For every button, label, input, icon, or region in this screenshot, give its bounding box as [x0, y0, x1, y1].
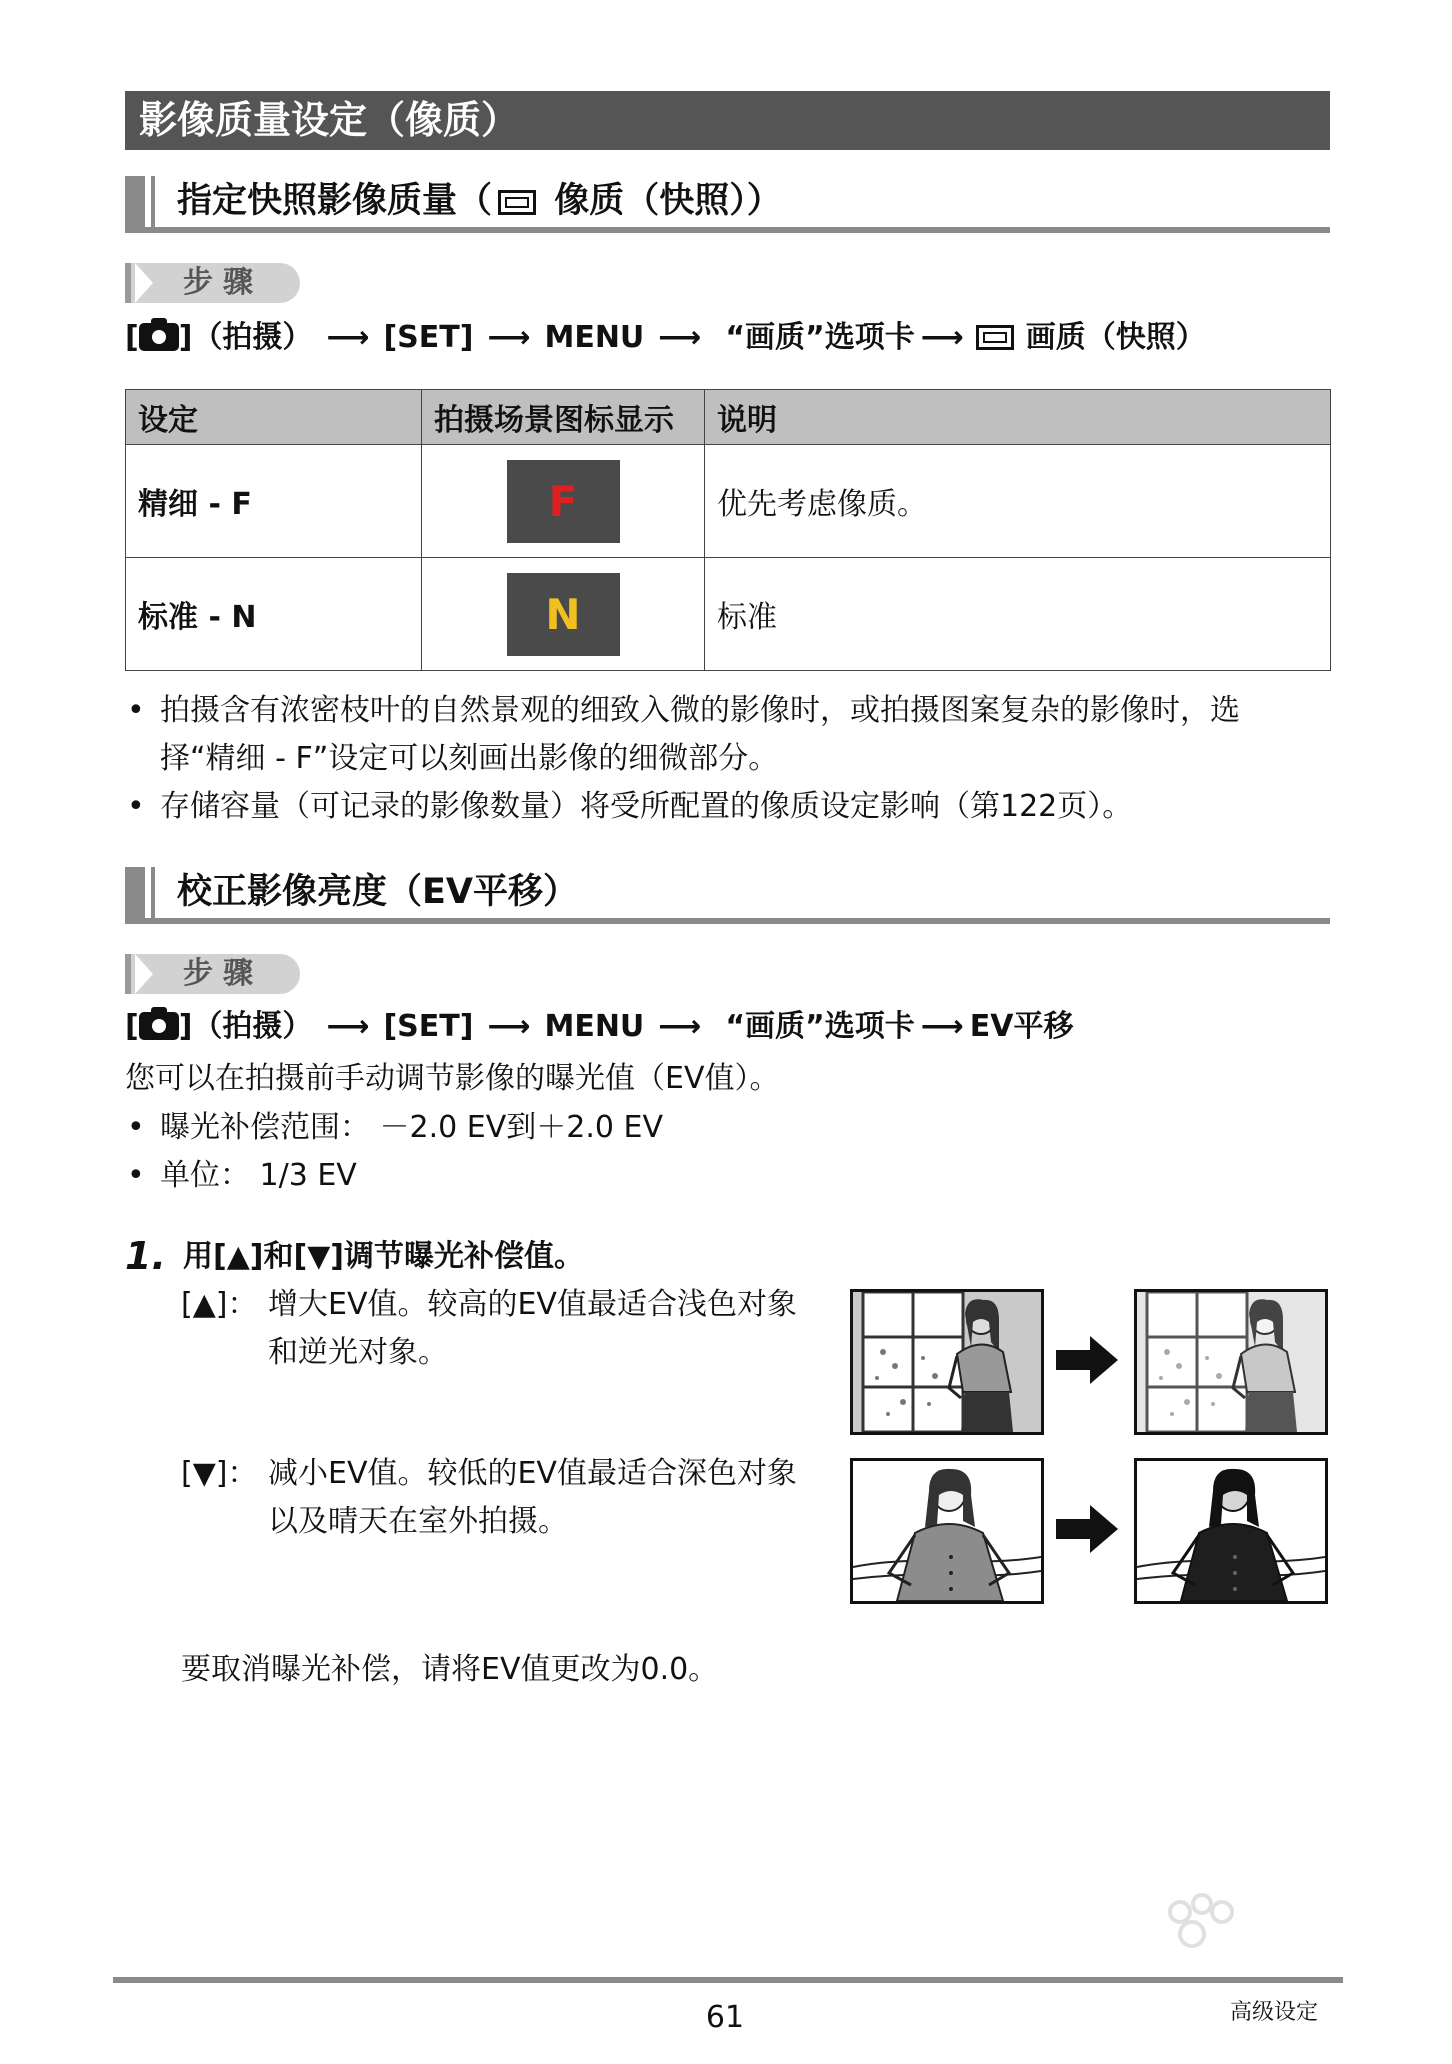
- ev-example-before-dark: [850, 1458, 1044, 1604]
- arrow-right-icon: ⟶: [658, 1009, 702, 1044]
- footer-rule: [113, 1977, 1343, 1983]
- page-number: 61: [705, 2000, 745, 2035]
- section-title-text: 校正影像亮度（EV平移）: [177, 872, 578, 912]
- icon-cell: [422, 445, 705, 558]
- section-title-quality: [125, 176, 1330, 233]
- arrow-right-icon: ⟶: [487, 1009, 531, 1044]
- table-row: [126, 558, 1331, 671]
- page-header: 影像质量设定（像质）: [125, 91, 1330, 150]
- menu-path: [ ]（拍摄） ⟶ [SET] ⟶ MENU ⟶ “画质”选项卡 ⟶ 画质（快照）: [125, 318, 1206, 358]
- quality-table: [125, 389, 1331, 671]
- camera-icon: [139, 1012, 179, 1040]
- down-desc: 减小EV值。较低的EV值最适合深色对象: [268, 1456, 797, 1491]
- ev-example-before-bright: [850, 1289, 1044, 1435]
- bullet-item: • 曝光补偿范围： －2.0 EV到＋2.0 EV: [127, 1110, 663, 1145]
- ev-example-after-dark: [1134, 1458, 1328, 1604]
- ev-intro: 您可以在拍摄前手动调节影像的曝光值（EV值）。: [125, 1061, 780, 1096]
- arrow-right-icon: ⟶: [326, 1009, 370, 1044]
- arrow-right-icon: ⟶: [658, 320, 702, 355]
- setting-cell: 标准 - N: [126, 558, 422, 671]
- steps-badge: 步骤: [125, 263, 300, 303]
- section-title-text: 指定快照影像质量（ 像质（快照））: [177, 181, 782, 221]
- table-header: 说明: [705, 390, 1331, 445]
- arrow-right-icon: [1056, 1336, 1118, 1384]
- arrow-right-icon: ⟶: [920, 320, 964, 355]
- up-key-label: [▲]：: [181, 1287, 258, 1322]
- bullet-item: • 单位： 1/3 EV: [127, 1158, 357, 1193]
- table-header-row: [126, 390, 1331, 445]
- up-desc-continued: 和逆光对象。: [268, 1335, 448, 1370]
- section-bar: [125, 867, 145, 924]
- step-number: 1.: [125, 1234, 166, 1278]
- note-item: • 拍摄含有浓密枝叶的自然景观的细致入微的影像时，或拍摄图案复杂的影像时，选: [127, 693, 1240, 728]
- camera-icon: [139, 323, 179, 351]
- section-title-ev: [125, 867, 1330, 924]
- setting-cell: 精细 - F: [126, 445, 422, 558]
- arrow-right-icon: ⟶: [487, 320, 531, 355]
- arrow-right-icon: [1056, 1505, 1118, 1553]
- note-item-continued: 择“精细 - F”设定可以刻画出影像的细微部分。: [160, 741, 779, 776]
- section-underline: [125, 227, 1330, 233]
- step-title: 用[▲]和[▼]调节曝光补偿值。: [183, 1239, 584, 1274]
- normal-quality-icon: N: [507, 573, 620, 656]
- ev-example-after-bright: [1134, 1289, 1328, 1435]
- steps-badge: 步骤: [125, 954, 300, 994]
- section-bar-thin: [151, 867, 155, 924]
- note-item: • 存储容量（可记录的影像数量）将受所配置的像质设定影响（第122页）。: [127, 789, 1133, 824]
- snapshot-frame-icon: [976, 325, 1014, 350]
- watermark-logo: [1030, 1890, 1360, 1980]
- table-row: [126, 445, 1331, 558]
- up-desc: 增大EV值。较高的EV值最适合浅色对象: [268, 1287, 797, 1322]
- table-header: 拍摄场景图标显示: [422, 390, 705, 445]
- snapshot-frame-icon: [498, 190, 536, 215]
- down-desc-continued: 以及晴天在室外拍摄。: [268, 1504, 568, 1539]
- down-key-label: [▼]：: [181, 1456, 258, 1491]
- fine-quality-icon: F: [507, 460, 620, 543]
- footer-section: 高级设定: [1230, 2000, 1319, 2025]
- cancel-note: 要取消曝光补偿，请将EV值更改为0.0。: [181, 1652, 719, 1687]
- section-underline: [125, 918, 1330, 924]
- menu-path: [ ]（拍摄） ⟶ [SET] ⟶ MENU ⟶ “画质”选项卡 ⟶ EV平移: [125, 1007, 1073, 1047]
- section-bar: [125, 176, 145, 233]
- table-header: 设定: [126, 390, 422, 445]
- desc-cell: 标准: [705, 558, 1331, 671]
- arrow-right-icon: ⟶: [920, 1009, 964, 1044]
- icon-cell: [422, 558, 705, 671]
- section-bar-thin: [151, 176, 155, 233]
- arrow-right-icon: ⟶: [326, 320, 370, 355]
- desc-cell: 优先考虑像质。: [705, 445, 1331, 558]
